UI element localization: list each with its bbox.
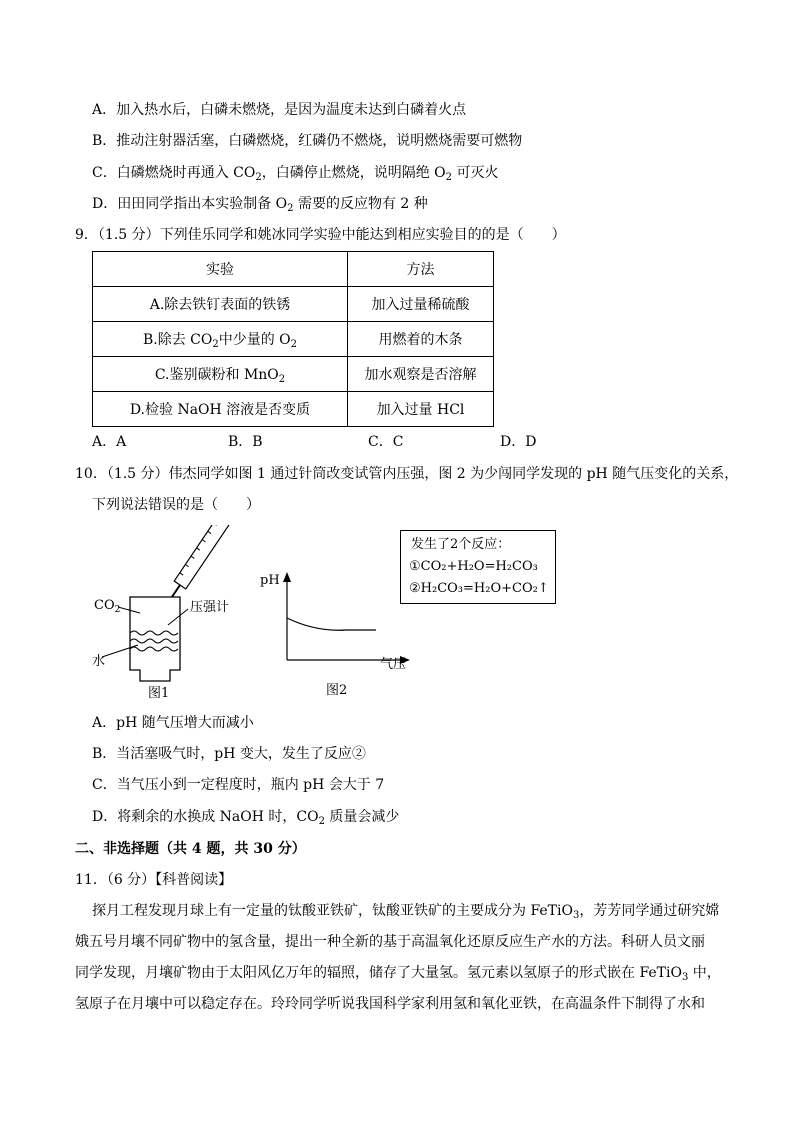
q8-option-a: A．加入热水后，白磷未燃烧，是因为温度未达到白磷着火点 [92, 102, 467, 118]
table-header-method: 方法 [348, 252, 494, 287]
reaction-box-title: 发生了2个反应： [411, 537, 511, 552]
q8-option-d: D．田田同学指出本实验制备 $O_2$ 需要的反应物有 2 种 [92, 196, 428, 214]
table-cell: C.鉴别碳粉和 MnO$_2$ [93, 357, 348, 392]
table-header-experiment: 实验 [93, 252, 348, 287]
ph-curve [287, 618, 376, 630]
q8-option-c: C．白磷燃烧时再通入 $CO_2$，白磷停止燃烧，说明隔绝 $O_2$ 可灭火 [92, 165, 499, 183]
y-axis-label: pH [260, 573, 280, 588]
choice-a: A．A [92, 434, 127, 450]
section-heading: 二、非选择题（共 4 题，共 30 分） [75, 841, 306, 857]
water-label: 水 [92, 654, 106, 669]
table-cell: D.检验 NaOH 溶液是否变质 [93, 392, 348, 427]
q10-stem-line1: 10．（1.5 分）伟杰同学如图 1 通过针筒改变试管内压强，图 2 为少闯同学发现的 pH 随气压变化的关系， [75, 466, 739, 482]
table-row [93, 322, 494, 357]
q10-option-c: C．当气压小到一定程度时，瓶内 pH 会大于 7 [92, 777, 385, 793]
q11-paragraph-line4: 氢原子在月壤中可以稳定存在。玲玲同学听说我国科学家利用氢和氧化亚铁，在高温条件下制得了水和 [75, 996, 705, 1012]
q10-option-b: B．当活塞吸气时，pH 变大，发生了反应② [92, 746, 366, 762]
table-row [93, 287, 494, 322]
q9-table [92, 251, 494, 427]
q9-stem: 9．（1.5 分）下列佳乐同学和姚冰同学实验中能达到相应实验目的的是（ ） [75, 227, 566, 243]
table-cell: 加入过量稀硫酸 [348, 287, 494, 322]
x-axis-label: 气压 [380, 657, 407, 672]
q10-stem-line2: 下列说法错误的是（ ） [92, 497, 260, 513]
q10-option-d: D．将剩余的水换成 NaOH 时，$CO_2$ 质量会减少 [92, 809, 400, 827]
table-row [93, 357, 494, 392]
choice-b: B．B [228, 434, 263, 450]
q9-choices [0, 432, 794, 452]
gauge-label: 压强计 [190, 600, 230, 615]
table-cell: 加入过量 HCl [348, 392, 494, 427]
q11-stem: 11．（6 分）【科普阅读】 [75, 872, 233, 888]
figure-1-caption: 图1 [148, 686, 170, 701]
reaction-box [400, 530, 556, 604]
table-row [93, 392, 494, 427]
bottle-icon [130, 597, 180, 681]
table-row [93, 252, 494, 287]
table-cell: B.除去 $CO_2$中少量的 $O_2$ [93, 322, 348, 357]
q11-paragraph-line3: 同学发现，月壤矿物由于太阳风亿万年的辐照，储存了大量氢。氢元素以氢原子的形式嵌在 FeTiO$_3$ 中， [75, 965, 721, 983]
q11-paragraph-line1: 探月工程发现月球上有一定量的钛酸亚铁矿，钛酸亚铁矿的主要成分为 FeTiO$_3$，芳芳同学通过研究嫦 [92, 903, 720, 921]
table-cell: 用燃着的木条 [348, 322, 494, 357]
table-cell: A.除去铁钉表面的铁锈 [93, 287, 348, 322]
choice-c: C．C [368, 434, 404, 450]
syringe-icon [162, 525, 251, 606]
co2-label: $CO_2$ [94, 598, 121, 615]
reaction-1: ①CO₂+H₂O=H₂CO₃ [409, 559, 538, 574]
reaction-2: ②H₂CO₃=H₂O+CO₂↑ [409, 581, 549, 596]
choice-d: D．D [500, 434, 537, 450]
q11-paragraph-line2: 娥五号月壤不同矿物中的氢含量，提出一种全新的基于高温氧化还原反应生产水的方法。科研人员文丽 [75, 934, 705, 950]
figure-2-caption: 图2 [326, 683, 348, 698]
table-cell: 加水观察是否溶解 [348, 357, 494, 392]
q8-option-b: B．推动注射器活塞，白磷燃烧，红磷仍不燃烧，说明燃烧需要可燃物 [92, 133, 523, 149]
q10-option-a: A．pH 随气压增大而减小 [92, 715, 254, 731]
